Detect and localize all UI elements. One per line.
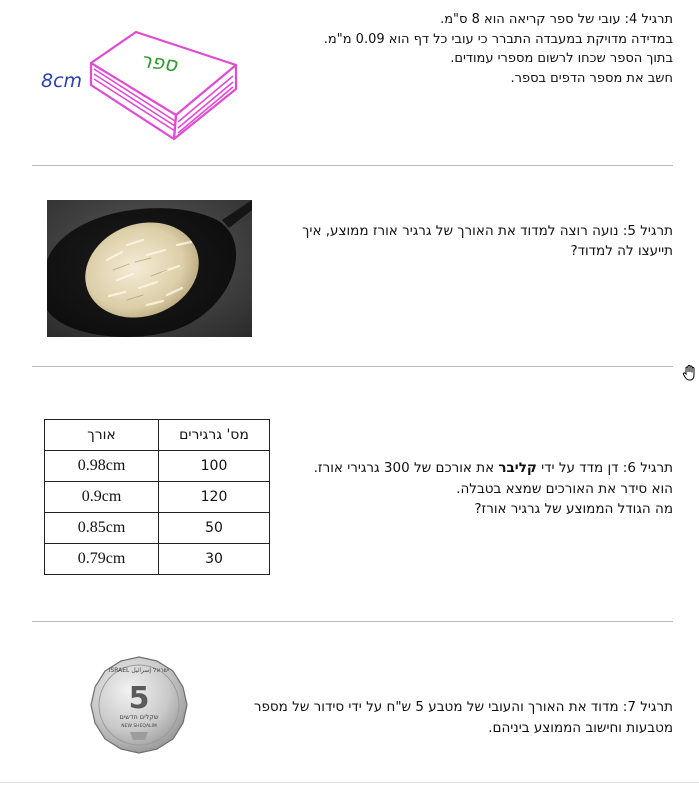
exercise-4-line-2: במדידה מדויקת במעבדה התברר כי עובי כל דף הוא 0.09 מ"מ. <box>323 31 673 47</box>
exercise-4-text <box>233 10 673 88</box>
cell-count: 120 <box>159 482 270 513</box>
cell-length: 0.85cm <box>45 513 159 544</box>
exercise-7-line-2: מטבעות וחישוב הממוצע ביניהם. <box>488 719 673 736</box>
table-row <box>45 544 270 575</box>
exercise-6-line-1-start: תרגיל 6: דן מדד על ידי <box>536 460 673 476</box>
exercise-6-line-3: מה הגודל הממוצע של גרגיר אורז? <box>474 501 673 517</box>
thickness-label-text: 8cm <box>41 70 83 92</box>
exercise-6-line-2: הוא סידר את האורכים שמצא בטבלה. <box>456 480 673 497</box>
five-shekel-coin-photo <box>90 656 188 754</box>
exercise-4-line-1: תרגיל 4: עובי של ספר קריאה הוא 8 ס"מ. <box>440 12 673 27</box>
coin-denomination-english: NEW SHEQALIM <box>121 724 157 729</box>
header-grain-count: מס' גרגירים <box>159 420 270 451</box>
table-header-row <box>45 420 270 451</box>
exercise-7-line-1: תרגיל 7: מדוד את האורך והעובי של מטבע 5 ש"ח על ידי סידור של מספר <box>253 699 673 715</box>
table-row <box>45 451 270 482</box>
caliper-term: קליבר <box>498 460 537 476</box>
table-row <box>45 513 270 544</box>
cell-length: 0.9cm <box>45 482 159 513</box>
coin-denomination-hebrew: שקלים חדשים <box>119 713 159 721</box>
exercise-5-text <box>253 221 673 261</box>
divider <box>32 621 673 622</box>
coin-numeral: 5 <box>128 681 150 716</box>
exercise-4-line-4: חשב את מספר הדפים בספר. <box>510 70 673 86</box>
book-sketch-drawing <box>36 27 246 147</box>
exercise-6-text <box>273 458 673 520</box>
exercise-7-text <box>193 697 673 738</box>
cell-length: 0.98cm <box>45 451 159 482</box>
divider <box>32 366 673 367</box>
exercise-5-line-1: תרגיל 5: נועה רוצה למדוד את האורך של גרגיר אורז ממוצע, איך <box>302 223 673 239</box>
divider <box>32 165 673 166</box>
rice-length-table <box>44 419 270 575</box>
hand-cursor-icon <box>681 364 699 382</box>
exercise-6-line-1-end: את אורכם של 300 גרגירי אורז. <box>313 460 499 476</box>
rice-spoon-photo <box>47 200 252 337</box>
exercise-6-line-1 <box>273 458 673 479</box>
exercise-4-line-3: בתוך הספר שכחו לרשום מספרי עמודים. <box>450 51 673 66</box>
coin-rim-text: ISRAEL ישראל إسرائيل <box>108 667 170 674</box>
exercise-5-line-2: תייעצו לה למדוד? <box>570 243 673 259</box>
header-length: אורך <box>45 420 159 451</box>
cell-length: 0.79cm <box>45 544 159 575</box>
cell-count: 50 <box>159 513 270 544</box>
cell-count: 30 <box>159 544 270 575</box>
book-label-text: ספר <box>139 47 179 77</box>
table-row <box>45 482 270 513</box>
cell-count: 100 <box>159 451 270 482</box>
divider <box>0 782 699 783</box>
